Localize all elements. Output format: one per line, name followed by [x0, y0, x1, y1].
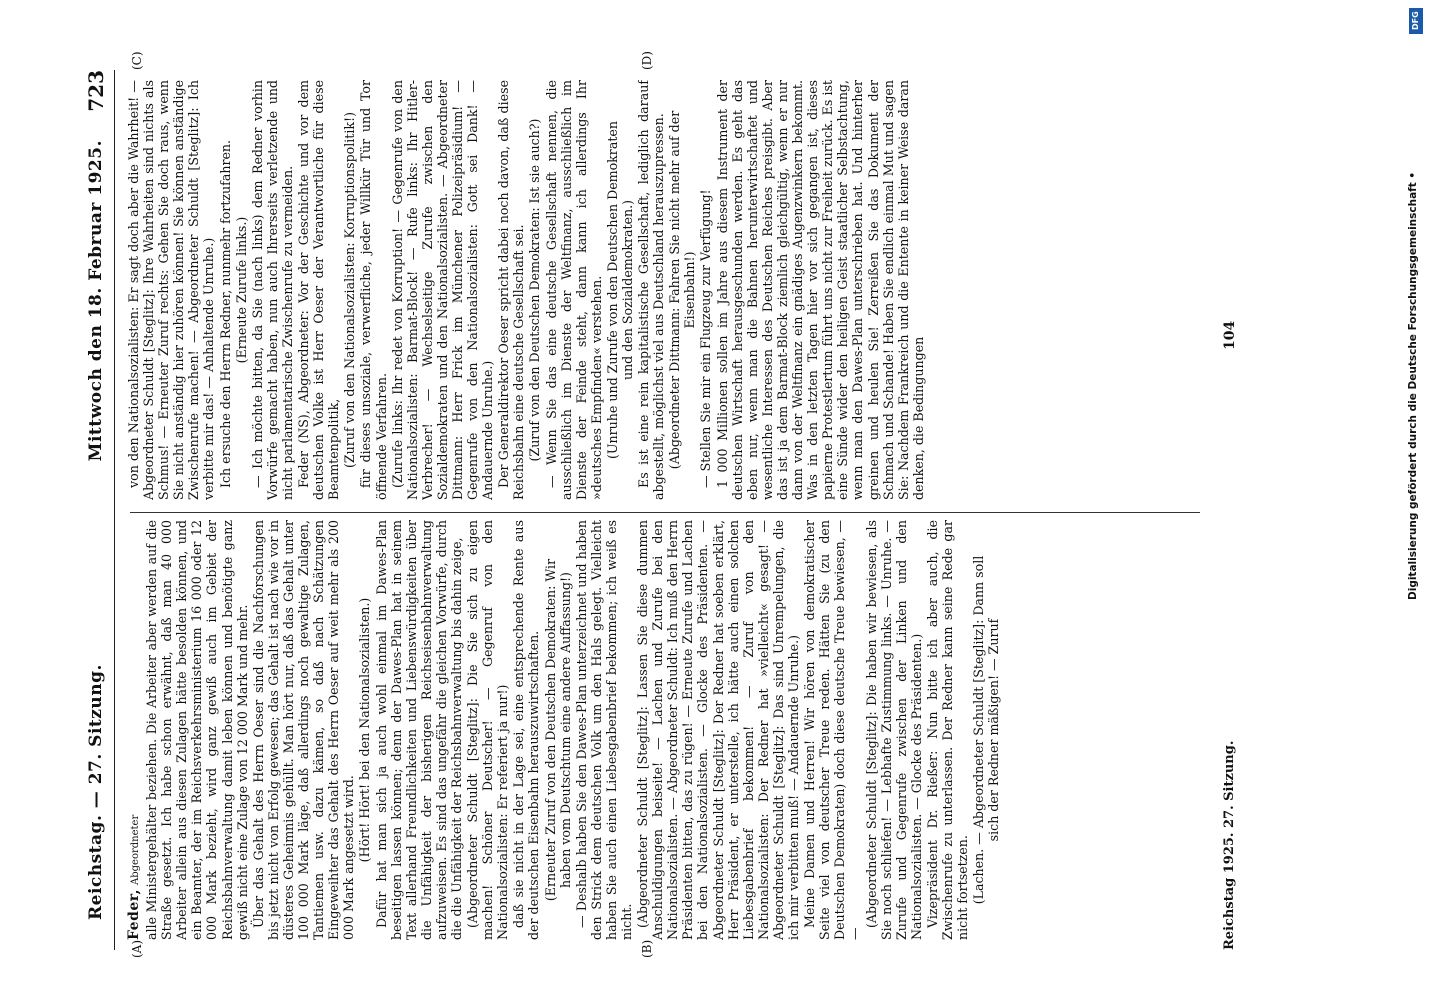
running-header	[80, 70, 115, 950]
paragraph: alle Ministergehälter beziehen. Die Arbeiter aber werden auf die Straße gesetzt. Ich habe schon erwähnt, daß man 40 000 Arbeiter allein aus diesen Zulagen hätte besolden können, und ein Beamter, der im Reichsverkehrsministerium 16 000 oder 12 000 Mark bezieht, wird ganz gewiß auch im Gebiet der Reichsbahnverwaltung damit leben können und benötigte ganz gewiß nicht eine Zulage von 12 000 Mark und mehr.	[144, 520, 250, 940]
paragraph: (Erneute Zurufe links.)	[233, 216, 249, 364]
paragraph: Vizepräsident Dr. Rießer: Nun bitte ich aber auch, die Zwischenrufe zu unterlassen. Der Redner kann seine Rede gar nicht fortsetzen.	[924, 520, 971, 940]
margin-marker-c: (C)	[130, 51, 144, 70]
paragraph: Feder (NS), Abgeordneter: Vor der Geschichte und vor dem deutschen Volke ist Herr Oeser der Verantwortliche für diese Beamtenpolitik,	[296, 80, 342, 500]
speaker-role: Abgeordneter	[130, 814, 141, 885]
paragraph: Meine Damen und Herren! Wir hören von demokratischer Seite viel von deutscher Treue reden. Hätten Sie (zu den Deutschen Demokraten) doch diese deutsche Treue bewiesen, — —	[802, 520, 863, 940]
column-left-body	[144, 520, 1001, 940]
paragraph: (Abgeordneter Schuldt [Steglitz]: Lassen Sie diese dummen Anschuldigungen beiseite! — Lachen und Zurufe bei den Nationalsozialisten. — Abgeordneter Schuldt: Ich muß den Herrn Präsidenten bitten, das zu rügen! — Erneute Zurufe und Lachen bei den Nationalsozialisten. — Glocke des Präsidenten. — Abgeordneter Schuldt [Steglitz]: Der Redner hat soeben erklärt, Herr Präsident, er unterstelle, ich hätte auch einen solchen Liebesgabenbrief bekommen! — Zuruf von den Nationalsozialisten: Der Redner hat »vielleicht« gesagt! — Abgeordneter Schuldt [Steglitz]: Das sind Unrempelungen, die ich mir verbitten muß! — Andauernde Unruhe.)	[635, 520, 802, 940]
paragraph: — Deshalb haben Sie den Dawes-Plan unterzeichnet und haben den Strick dem deutschen Volk um den Hals gelegt. Vielleicht haben Sie auch einen Liebesgabenbrief bekommen; ich weiß es nicht.	[573, 520, 634, 940]
paragraph: (Zuruf von den Nationalsozialisten: Korruptionspolitik!)	[342, 112, 358, 468]
column-right-body	[126, 80, 926, 500]
paragraph: Über das Gehalt des Herrn Oeser sind die Nachforschungen bis jetzt nicht von Erfolg gewesen; das Gehalt ist nach wie vor in düsteres Geheimnis gehüllt. Man hört nur, daß das Gehalt unter 100 000 Mark läge, daß allerdings noch gewaltige Zulagen, Tantiemen usw. dazu kämen, so daß nach Schätzungen Eingeweihter das Gehalt des Herrn Oeser auf weit mehr als 200 000 Mark angesetzt wird.	[250, 520, 357, 940]
column-right	[126, 80, 1206, 500]
paragraph: von den Nationalsozialisten: Er sagt doch aber die Wahrheit! — Abgeordneter Schuldt [Steglitz]: Ihre Wahrheiten sind nichts als Schmus! — Erneuter Zuruf rechts: Gehen Sie doch raus, wenn Sie nicht anständig hier zuhören können! Sie können anständige Zwischenrufe machen! — Abgeordneter Schuldt [Steglitz]: Ich verbitte mir das! — Anhaltende Unruhe.)	[126, 80, 217, 500]
margin-marker-b: (B)	[640, 939, 654, 958]
paragraph: (Abgeordneter Dittmann: Fahren Sie nicht mehr auf der Eisenbahn!)	[667, 110, 698, 470]
paragraph: (Abgeordneter Schuldt [Steglitz]: Die Sie sich zu eigen machen! Schöner Deutscher! — Gegenruf von den Nationalsozialisten: Er referiert ja nur!)	[465, 520, 511, 940]
header-right: Mittwoch den 18. Februar 1925.	[86, 140, 106, 462]
dfg-strip	[1395, 0, 1434, 1000]
margin-marker-a: (A)	[130, 939, 144, 958]
paragraph: — Wenn Sie das eine deutsche Gesellschaft nennen, die ausschließlich im Dienste der Weltfinanz, ausschließlich im Dienste der Feinde steht, dann kann ich allerdings Ihr »deutsches Empfinden« verstehen.	[543, 80, 604, 500]
paragraph: (Abgeordneter Schuldt [Steglitz]: Die haben wir bewiesen, als Sie noch schliefen! — Lebhafte Zustimmung links. — Unruhe. — Zurufe und Gegenrufe zwischen der Linken und den Nationalsozialisten. — Glocke des Präsidenten.)	[863, 520, 924, 940]
footer-sheet-number: 104	[1222, 320, 1238, 350]
speaker-line	[126, 520, 143, 940]
paragraph: (Zuruf von den Deutschen Demokraten: Ist sie auch?)	[527, 118, 543, 462]
paragraph: (Lachen. — Abgeordneter Schuldt [Steglitz]: Dann soll sich der Redner mäßigen! — Zuruf	[971, 555, 1002, 905]
paragraph: 1 000 Millionen sollen im Jahre aus diesem Instrument der deutschen Wirtschaft herausgeschunden werden. Es geht das eben nur, wenn man die Bahnen herunterwirtschaftet und wesentliche Interessen des Deutschen Reiches preisgibt. Aber das ist ja dem Barmat-Block ziemlich gleichgültig, wenn er nur dann von der Weltfinanz ein gnädiges Augenzwinkern bekommt. Was in den letzten Tagen hier vor sich gegangen ist, dieses papierne Protestlertum führt uns nicht zur Freiheit zurück. Es ist eine Sünde wider den heiligen Geist staatlicher Selbstachtung, wenn man den Dawes-Plan unterschrieben hat. Und hinterher greinen und heulen Sie! Zerreißen Sie das Dokument der Schmach und Schande! Haben Sie endlich einmal Mut und sagen Sie: Nachdem Frankreich und die Entente in keiner Weise daran denken, die Bedingungen	[714, 80, 926, 500]
paragraph: (Zurufe links: Ihr redet von Korruption! — Gegenrufe von den Nationalsozialisten: Barmat-Block! — Rufe links: Ihr Hitler-Verbrecher! — Wechselseitige Zurufe zwischen den Sozialdemokraten und den Nationalsozialisten. — Abgeordneter Dittmann: Herr Frick im Münchener Polizeipräsidium! — Gegenrufe von den Nationalsozialisten: Gott sei Dank! — Andauernde Unruhe.)	[389, 80, 496, 500]
paragraph: Es ist eine rein kapitalistische Gesellschaft, lediglich darauf abgestellt, möglichst viel aus Deutschland herauszupressen.	[636, 80, 667, 500]
speaker-name: Feder,	[126, 888, 142, 940]
column-divider	[130, 512, 1200, 513]
paragraph: — Ich möchte bitten, da Sie (nach links) dem Redner vorhin Vorwürfe gemacht haben, nun auch Ihrerseits verletzende und nicht parlamentarische Zwischenrufe zu vermeiden.	[249, 80, 295, 500]
footer-signature: Reichstag 1925. 27. Sitzung.	[1222, 740, 1237, 950]
paragraph: — Stellen Sie mir ein Flugzeug zur Verfügung!	[698, 189, 714, 488]
paragraph: (Unruhe und Zurufe von den Deutschen Demokraten und den Sozialdemokraten.)	[604, 121, 635, 459]
page-number: 723	[84, 70, 108, 112]
paragraph: Dafür hat man sich ja auch wohl einmal im Dawes-Plan beseitigen lassen können; denn der Dawes-Plan hat in seinem Text allerhand Freundlichkeiten und Liebenswürdigkeiten über die Unfähigkeit der bisherigen Reichseisenbahnverwaltung aufzuweisen. Es sind das ungefähr die gleichen Vorwürfe, durch die die Unfähigkeit der Reichsbahnverwaltung bis dahin zeige,	[373, 520, 464, 940]
dfg-logo: DFG	[1409, 8, 1423, 34]
paragraph: Ich ersuche den Herrn Redner, nunmehr fortzufahren.	[217, 139, 233, 488]
paragraph: für dieses unsoziale, verwerfliche, jeder Willkür Tür und Tor öffnende Verfahren.	[358, 80, 389, 500]
dfg-funding-text: Digitalisierung gefördert durch die Deutsche Forschungsgemeinschaft •	[1407, 171, 1419, 600]
paragraph: (Hört! Hört! bei den Nationalsozialisten.)	[357, 597, 373, 863]
paragraph: Der Generaldirektor Oeser spricht dabei noch davon, daß diese Reichsbahn eine deutsche Gesellschaft sei.	[496, 80, 527, 500]
paragraph: daß sie nicht in der Lage sei, eine entsprechende Rente aus der deutschen Eisenbahn herauszuwirtschaften.	[511, 520, 542, 940]
column-left	[126, 520, 1206, 940]
header-left: Reichstag. — 27. Sitzung.	[86, 664, 106, 920]
margin-marker-d: (D)	[640, 51, 654, 70]
rotated-page-content	[80, 51, 1310, 958]
page-footer	[1218, 70, 1258, 950]
paragraph: (Erneuter Zuruf von den Deutschen Demokraten: Wir haben vom Deutschtum eine andere Auffassung!)	[542, 558, 573, 902]
